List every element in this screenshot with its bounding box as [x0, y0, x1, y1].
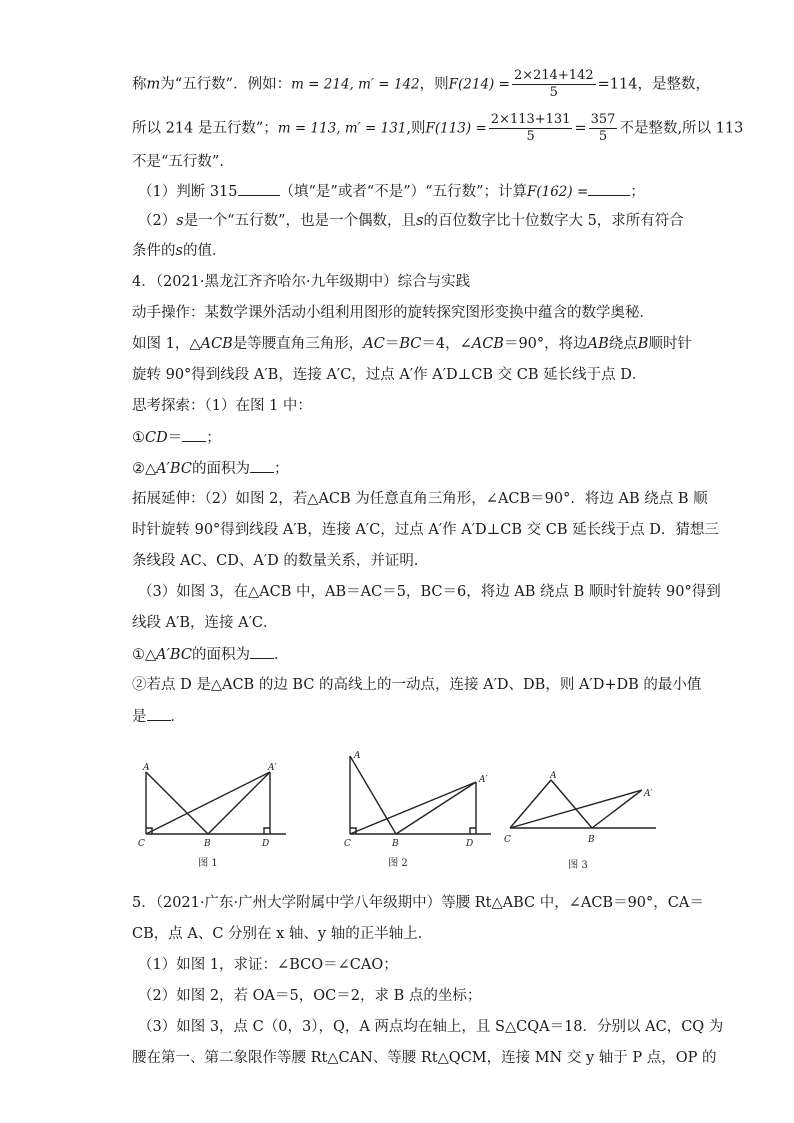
text: （填“是”或者“不是”）“五行数”；计算 — [279, 184, 527, 200]
math-F: F(162) = — [527, 184, 589, 200]
fraction-denominator: 5 — [549, 85, 558, 100]
text: 的面积为 — [191, 461, 250, 477]
q5-line: 腰在第一、第二象限作等腰 Rt△CAN、等腰 Rt△QCM，连接 MN 交 y 轴于 P 点，OP 的 — [132, 1050, 717, 1066]
q4-line: 旋转 90°得到线段 A′B，连接 A′C，过点 A′作 A′D⊥CB 交 CB 延长线于点 D． — [132, 367, 647, 383]
answer-blank[interactable] — [250, 458, 274, 473]
fraction-denominator: 5 — [598, 129, 608, 144]
q3-part2-cont — [132, 241, 226, 261]
label-D: D — [262, 839, 270, 849]
fraction-numerator: 2×113+131 — [490, 112, 571, 127]
label-A: A — [354, 751, 361, 761]
segment-BA-prime — [208, 772, 270, 834]
text: ＝ — [167, 430, 183, 446]
figure-3 — [510, 780, 656, 828]
text: 称 — [132, 76, 147, 93]
answer-blank[interactable] — [182, 427, 206, 442]
var-m: m — [146, 76, 161, 93]
text: 的值． — [182, 243, 227, 259]
q4-line: 线段 A′B，连接 A′C． — [132, 615, 278, 631]
var: B — [637, 336, 649, 352]
text: ＝4，∠ — [421, 336, 472, 352]
q4-line: 时针旋转 90°得到线段 A′B，连接 A′C，过点 A′作 A′D⊥CB 交 CB 延长线于点 D．猜想三 — [132, 522, 719, 538]
intro-line-3: 不是“五行数”． — [132, 154, 234, 170]
q4-line: 思考探索：（1）在图 1 中： — [132, 398, 312, 414]
q5-line: （1）如图 1，求证：∠BCO＝∠CAO； — [138, 957, 398, 973]
var: A′BC — [156, 647, 192, 663]
text: 的面积为 — [191, 647, 250, 663]
text: 是 — [132, 709, 147, 725]
q4-line — [132, 427, 221, 448]
figure-1-caption: 图 1 — [198, 858, 218, 869]
label-A-prime: A′ — [268, 763, 277, 773]
label-C: C — [138, 839, 145, 849]
text: 顺时针 — [648, 336, 692, 352]
q3-part1 — [138, 181, 645, 202]
text: ① — [132, 430, 145, 446]
q4-line: （3）如图 3，在△ACB 中，AB＝AC＝5，BC＝6，将边 AB 绕点 B 顺时针旋转 90°得到 — [138, 584, 721, 600]
var: A′BC — [156, 461, 192, 477]
label-D: D — [466, 839, 474, 849]
var: ACB — [471, 336, 504, 352]
answer-blank[interactable] — [147, 706, 171, 721]
label-C: C — [504, 835, 511, 845]
segment-CA — [510, 780, 551, 828]
segment-CA-prime — [146, 772, 270, 834]
q4-line: 拓展延伸：（2）如图 2，若△ACB 为任意直角三角形，∠ACB＝90°．将边 AB 绕点 B 顺 — [132, 491, 708, 507]
segment-BA-prime — [396, 782, 476, 834]
var: AB — [587, 336, 609, 352]
right-angle-mark-D — [470, 828, 476, 834]
q5-line: CB，点 A、C 分别在 x 轴、y 轴的正半轴上． — [132, 926, 433, 942]
math-expr: m = 113, m′ = 131 — [277, 120, 407, 137]
label-A-prime: A′ — [644, 789, 653, 799]
q4-line — [132, 334, 692, 354]
q3-part2 — [138, 211, 684, 231]
text: ①△ — [132, 647, 157, 663]
segment-CA-prime — [510, 790, 642, 828]
var-s: s — [176, 213, 184, 229]
text: =114，是整数， — [597, 76, 710, 93]
fraction — [512, 68, 596, 101]
text: 是等腰直角三角形， — [232, 336, 364, 352]
label-B: B — [588, 835, 595, 845]
answer-blank[interactable] — [238, 181, 280, 196]
q4-title: 4．（2021·黑龙江齐齐哈尔·九年级期中）综合与实践 — [132, 274, 471, 290]
q5-line: （2）如图 2，若 OA＝5，OC＝2，求 B 点的坐标； — [138, 988, 482, 1004]
fraction-denominator: 5 — [526, 129, 535, 144]
text: = — [574, 120, 587, 137]
segment-AB — [551, 780, 592, 828]
text: （2） — [138, 213, 177, 229]
q5-line: （3）如图 3，点 C（0，3），Q，A 两点均在轴上，且 S△CQA＝18．分别以 AC，CQ 为 — [138, 1019, 724, 1035]
text: 不是整数,所以 113 — [619, 120, 744, 137]
text: ． — [273, 647, 289, 663]
label-C: C — [344, 839, 351, 849]
var: CD — [145, 430, 168, 446]
var-s: s — [175, 243, 183, 259]
text: ,则 — [406, 120, 426, 137]
segment-AB — [350, 756, 396, 834]
var: BC — [399, 336, 422, 352]
q4-line: ②若点 D 是△ACB 的边 BC 的高线上的一动点，连接 A′D、DB，则 A′D+DB 的最小值 — [132, 677, 702, 693]
q4-line: 动手操作：某数学课外活动小组利用图形的旋转探究图形变换中蕴含的数学奥秘． — [132, 305, 654, 321]
text: ②△ — [132, 461, 157, 477]
math-F: F(113) = — [425, 120, 487, 137]
segment-CA-prime — [350, 782, 476, 834]
q5-line: 5．（2021·广东·广州大学附属中学八年级期中）等腰 Rt△ABC 中，∠ACB＝90°，CA＝ — [132, 895, 704, 911]
text: ，则 — [419, 76, 449, 93]
text: ； — [630, 184, 645, 200]
figure-2-caption: 图 2 — [388, 858, 408, 869]
segment-BA-prime — [592, 790, 642, 828]
answer-blank[interactable] — [250, 644, 274, 659]
figure-1 — [146, 772, 286, 834]
var: AC — [363, 336, 385, 352]
math-F: F(214) = — [448, 76, 510, 93]
text: 是一个“五行数”，也是一个偶数，且 — [183, 213, 417, 229]
text: 为“五行数”．例如： — [160, 76, 292, 93]
figure-2 — [350, 756, 491, 834]
var: ACB — [200, 336, 233, 352]
text: 绕点 — [608, 336, 638, 352]
fraction-numerator: 357 — [590, 112, 616, 127]
text: （1）判断 315 — [138, 184, 238, 200]
label-B: B — [392, 839, 399, 849]
text: 所以 214 是五行数”； — [132, 120, 278, 137]
intro-line-2 — [132, 112, 743, 145]
right-angle-mark-D — [264, 828, 270, 834]
label-A-prime: A′ — [479, 775, 488, 785]
fraction — [489, 112, 573, 145]
q4-line — [132, 458, 288, 479]
label-A: A — [550, 771, 557, 781]
text: 条件的 — [132, 243, 176, 259]
text: 如图 1，△ — [132, 336, 201, 352]
q4-line — [132, 706, 185, 727]
math-expr: m = 214, m′ = 142 — [291, 76, 420, 93]
text: 的百位数字比十位数字大 5，求所有符合 — [423, 213, 684, 229]
figures-panel — [126, 742, 666, 877]
answer-blank[interactable] — [588, 181, 630, 196]
var-s: s — [416, 213, 424, 229]
fraction-numerator: 2×214+142 — [513, 68, 594, 83]
text: ＝ — [384, 336, 400, 352]
segment-AB — [146, 772, 208, 834]
text: ； — [273, 461, 289, 477]
label-A: A — [143, 763, 150, 773]
text: ． — [170, 709, 185, 725]
text: ＝90°，将边 — [503, 336, 588, 352]
fraction — [589, 112, 618, 145]
figure-3-caption: 图 3 — [568, 860, 588, 871]
q4-line: 条线段 AC、CD、A′D 的数量关系，并证明． — [132, 553, 429, 569]
label-B: B — [204, 839, 211, 849]
q4-line — [132, 644, 288, 665]
intro-line-1 — [132, 68, 710, 101]
text: ； — [206, 430, 221, 446]
